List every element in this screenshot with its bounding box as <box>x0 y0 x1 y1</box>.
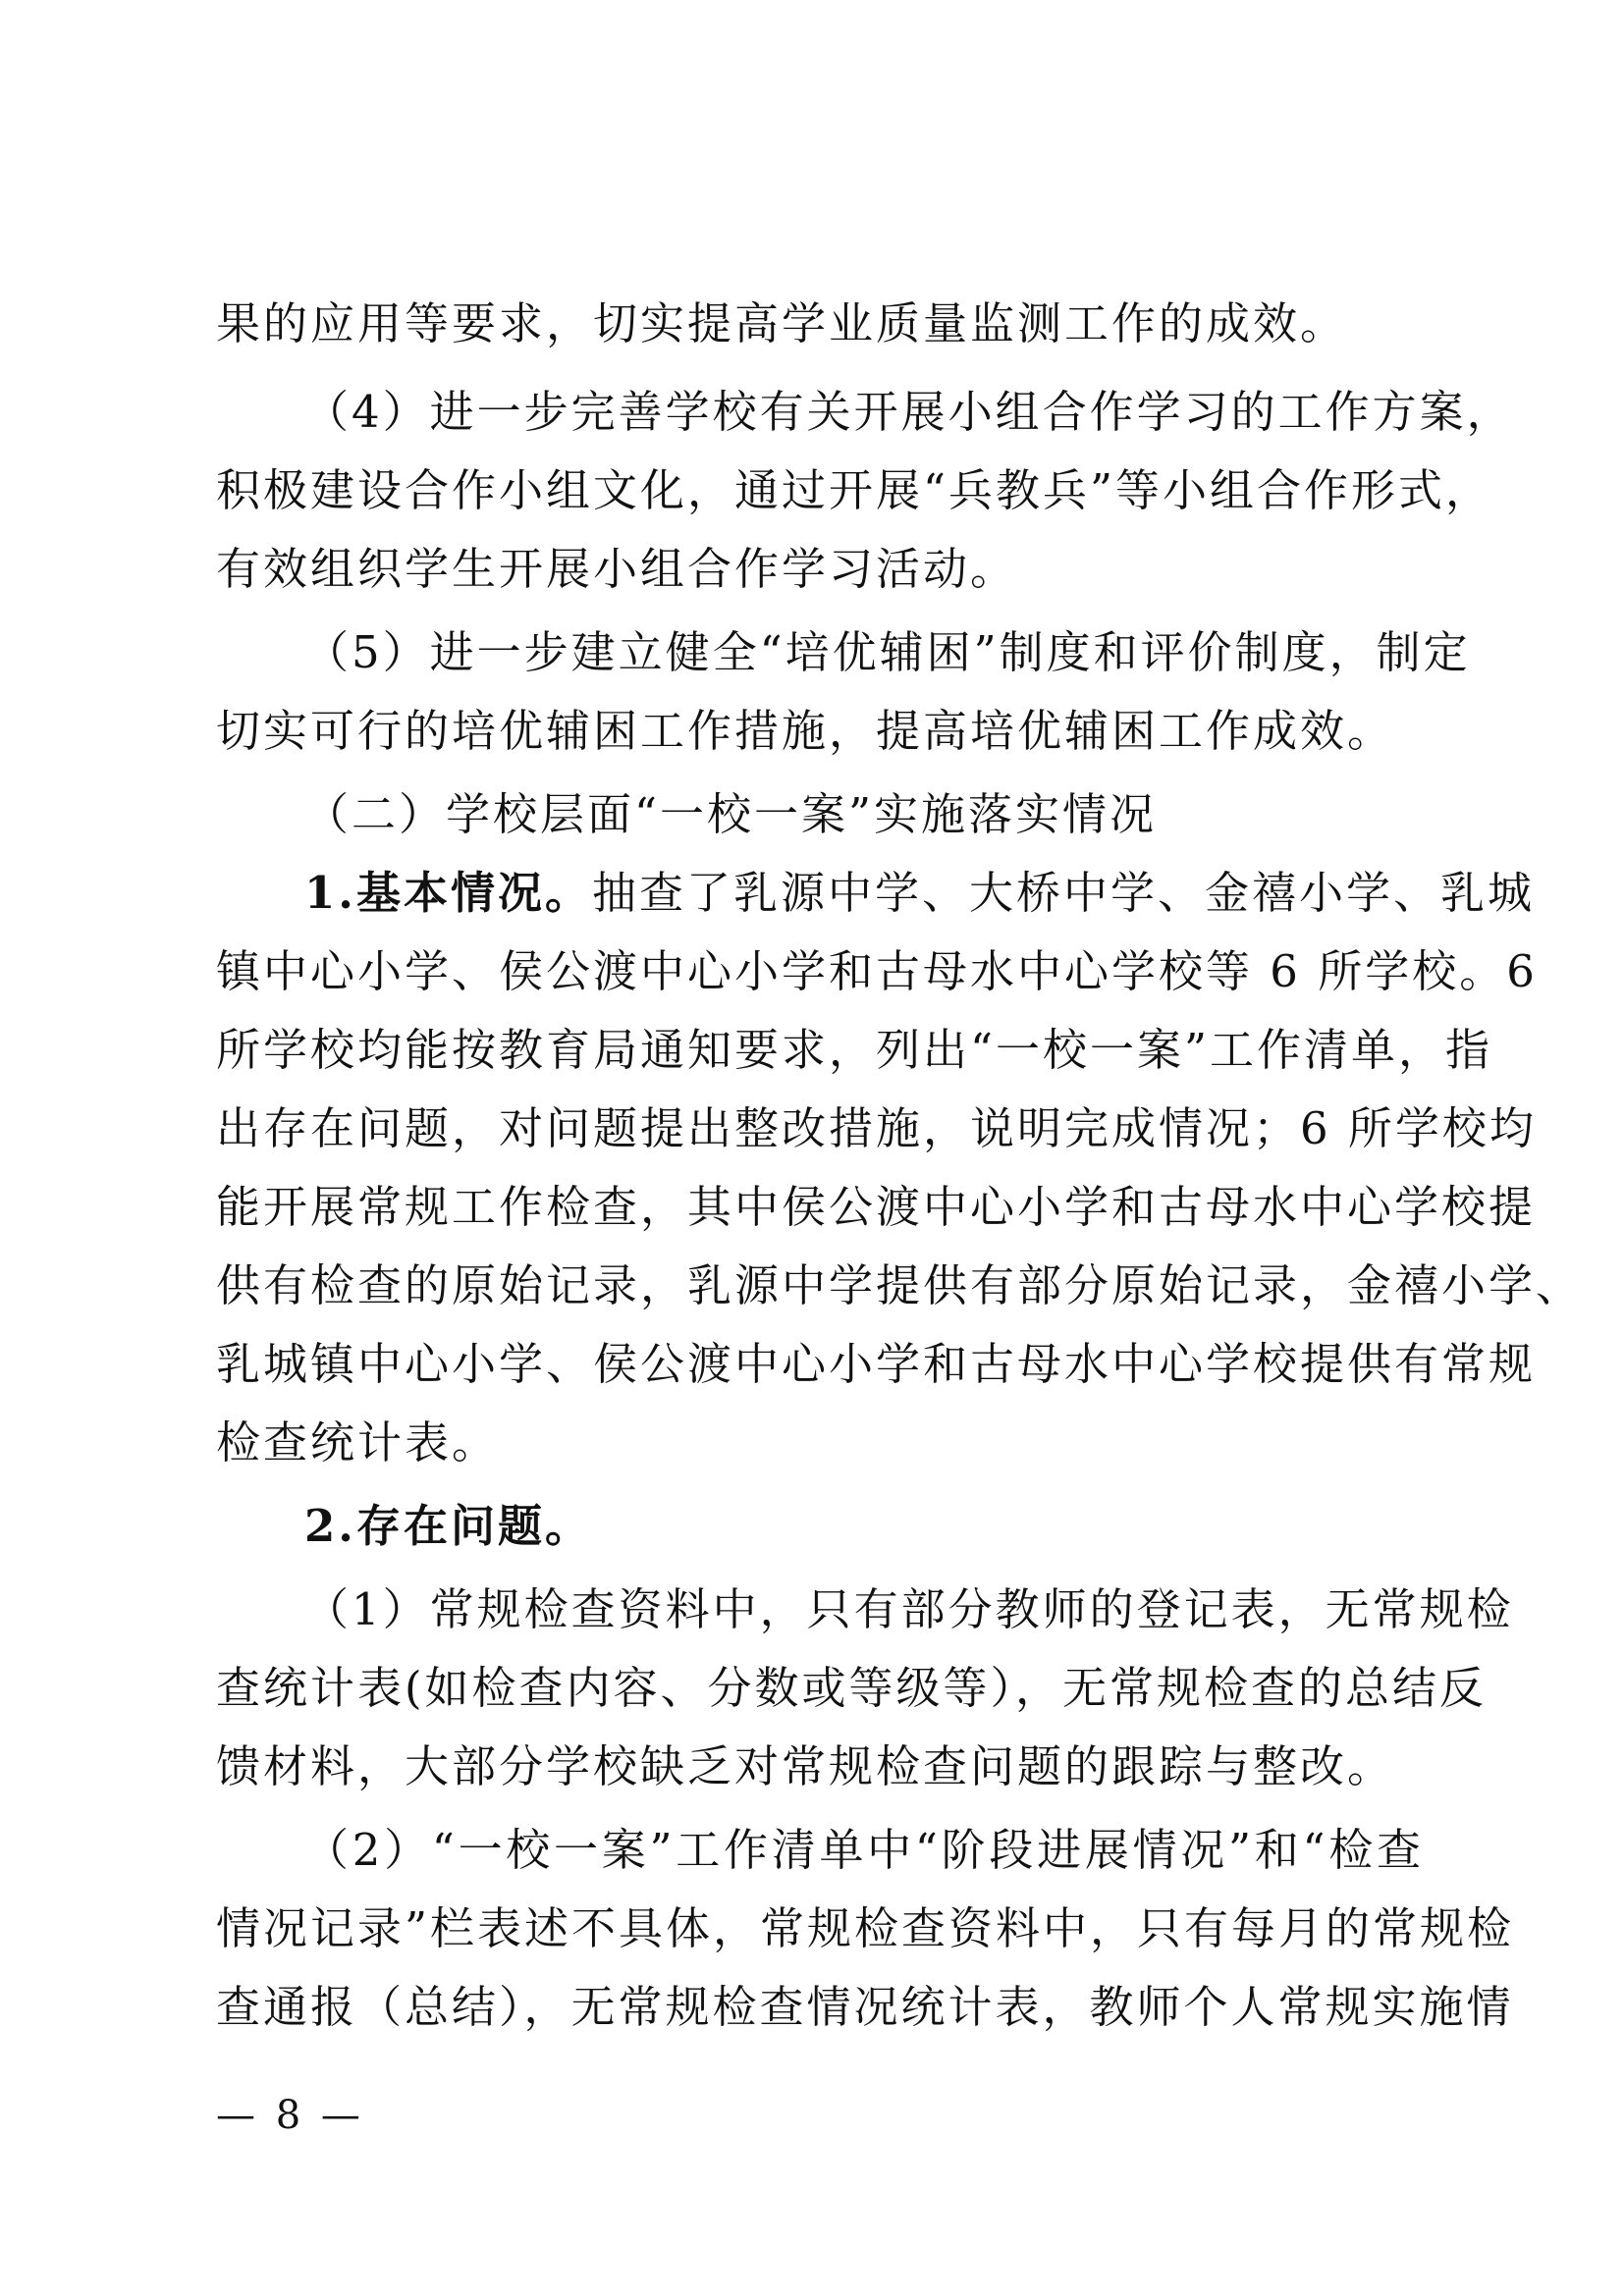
page-number: — 8 — <box>216 2093 364 2138</box>
subheading-basic-situation: 1.基本情况。 <box>304 867 592 919</box>
paragraph-line: 出存在问题，对问题提出整改措施，说明完成情况；6 所学校均 <box>216 1102 1537 1154</box>
paragraph-line: 情况记录”栏表述不具体，常规检查资料中，只有每月的常规检 <box>216 1902 1515 1954</box>
paragraph-line: 查统计表(如检查内容、分数或等级等），无常规检查的总结反 <box>216 1662 1488 1714</box>
paragraph-text: 抽查了乳源中学、大桥中学、金禧小学、乳城 <box>591 867 1535 919</box>
paragraph-line: 查通报（总结），无常规检查情况统计表，教师个人常规实施情 <box>216 1981 1514 2033</box>
paragraph-line: 积极建设合作小组文化，通过开展“兵教兵”等小组合作形式， <box>216 464 1493 516</box>
paragraph-line <box>304 854 1535 933</box>
paragraph-line: （1）常规检查资料中，只有部分教师的登记表，无常规检 <box>304 1583 1514 1635</box>
paragraph-line: 果的应用等要求，切实提高学业质量监测工作的成效。 <box>216 297 1348 349</box>
paragraph-line: （5）进一步建立健全“培优辅困”制度和评价制度，制定 <box>304 626 1471 678</box>
paragraph-line: 乳城镇中心小学、侯公渡中心小学和古母水中心学校提供有常规 <box>216 1338 1537 1390</box>
paragraph-line: 有效组织学生开展小组合作学习活动。 <box>216 543 1018 595</box>
section-heading: （二）学校层面“一校一案”实施落实情况 <box>304 788 1158 840</box>
paragraph-line: 供有检查的原始记录，乳源中学提供有部分原始记录，金禧小学、 <box>216 1259 1584 1311</box>
paragraph-line: 检查统计表。 <box>216 1416 500 1468</box>
paragraph-line: 切实可行的培优辅困工作措施，提高培优辅困工作成效。 <box>216 705 1395 757</box>
paragraph-line: 镇中心小学、侯公渡中心小学和古母水中心学校等 6 所学校。6 <box>216 945 1538 997</box>
subheading-existing-problems: 2.存在问题。 <box>304 1500 592 1552</box>
paragraph-line: （2）“一校一案”工作清单中“阶段进展情况”和“检查 <box>304 1824 1424 1876</box>
paragraph-line: （4）进一步完善学校有关开展小组合作学习的工作方案， <box>304 386 1514 438</box>
paragraph-line: 所学校均能按教育局通知要求，列出“一校一案”工作清单，指 <box>216 1024 1493 1076</box>
paragraph-line: 能开展常规工作检查，其中侯公渡中心小学和古母水中心学校提 <box>216 1181 1537 1233</box>
paragraph-line: 馈材料，大部分学校缺乏对常规检查问题的跟踪与整改。 <box>216 1740 1395 1792</box>
